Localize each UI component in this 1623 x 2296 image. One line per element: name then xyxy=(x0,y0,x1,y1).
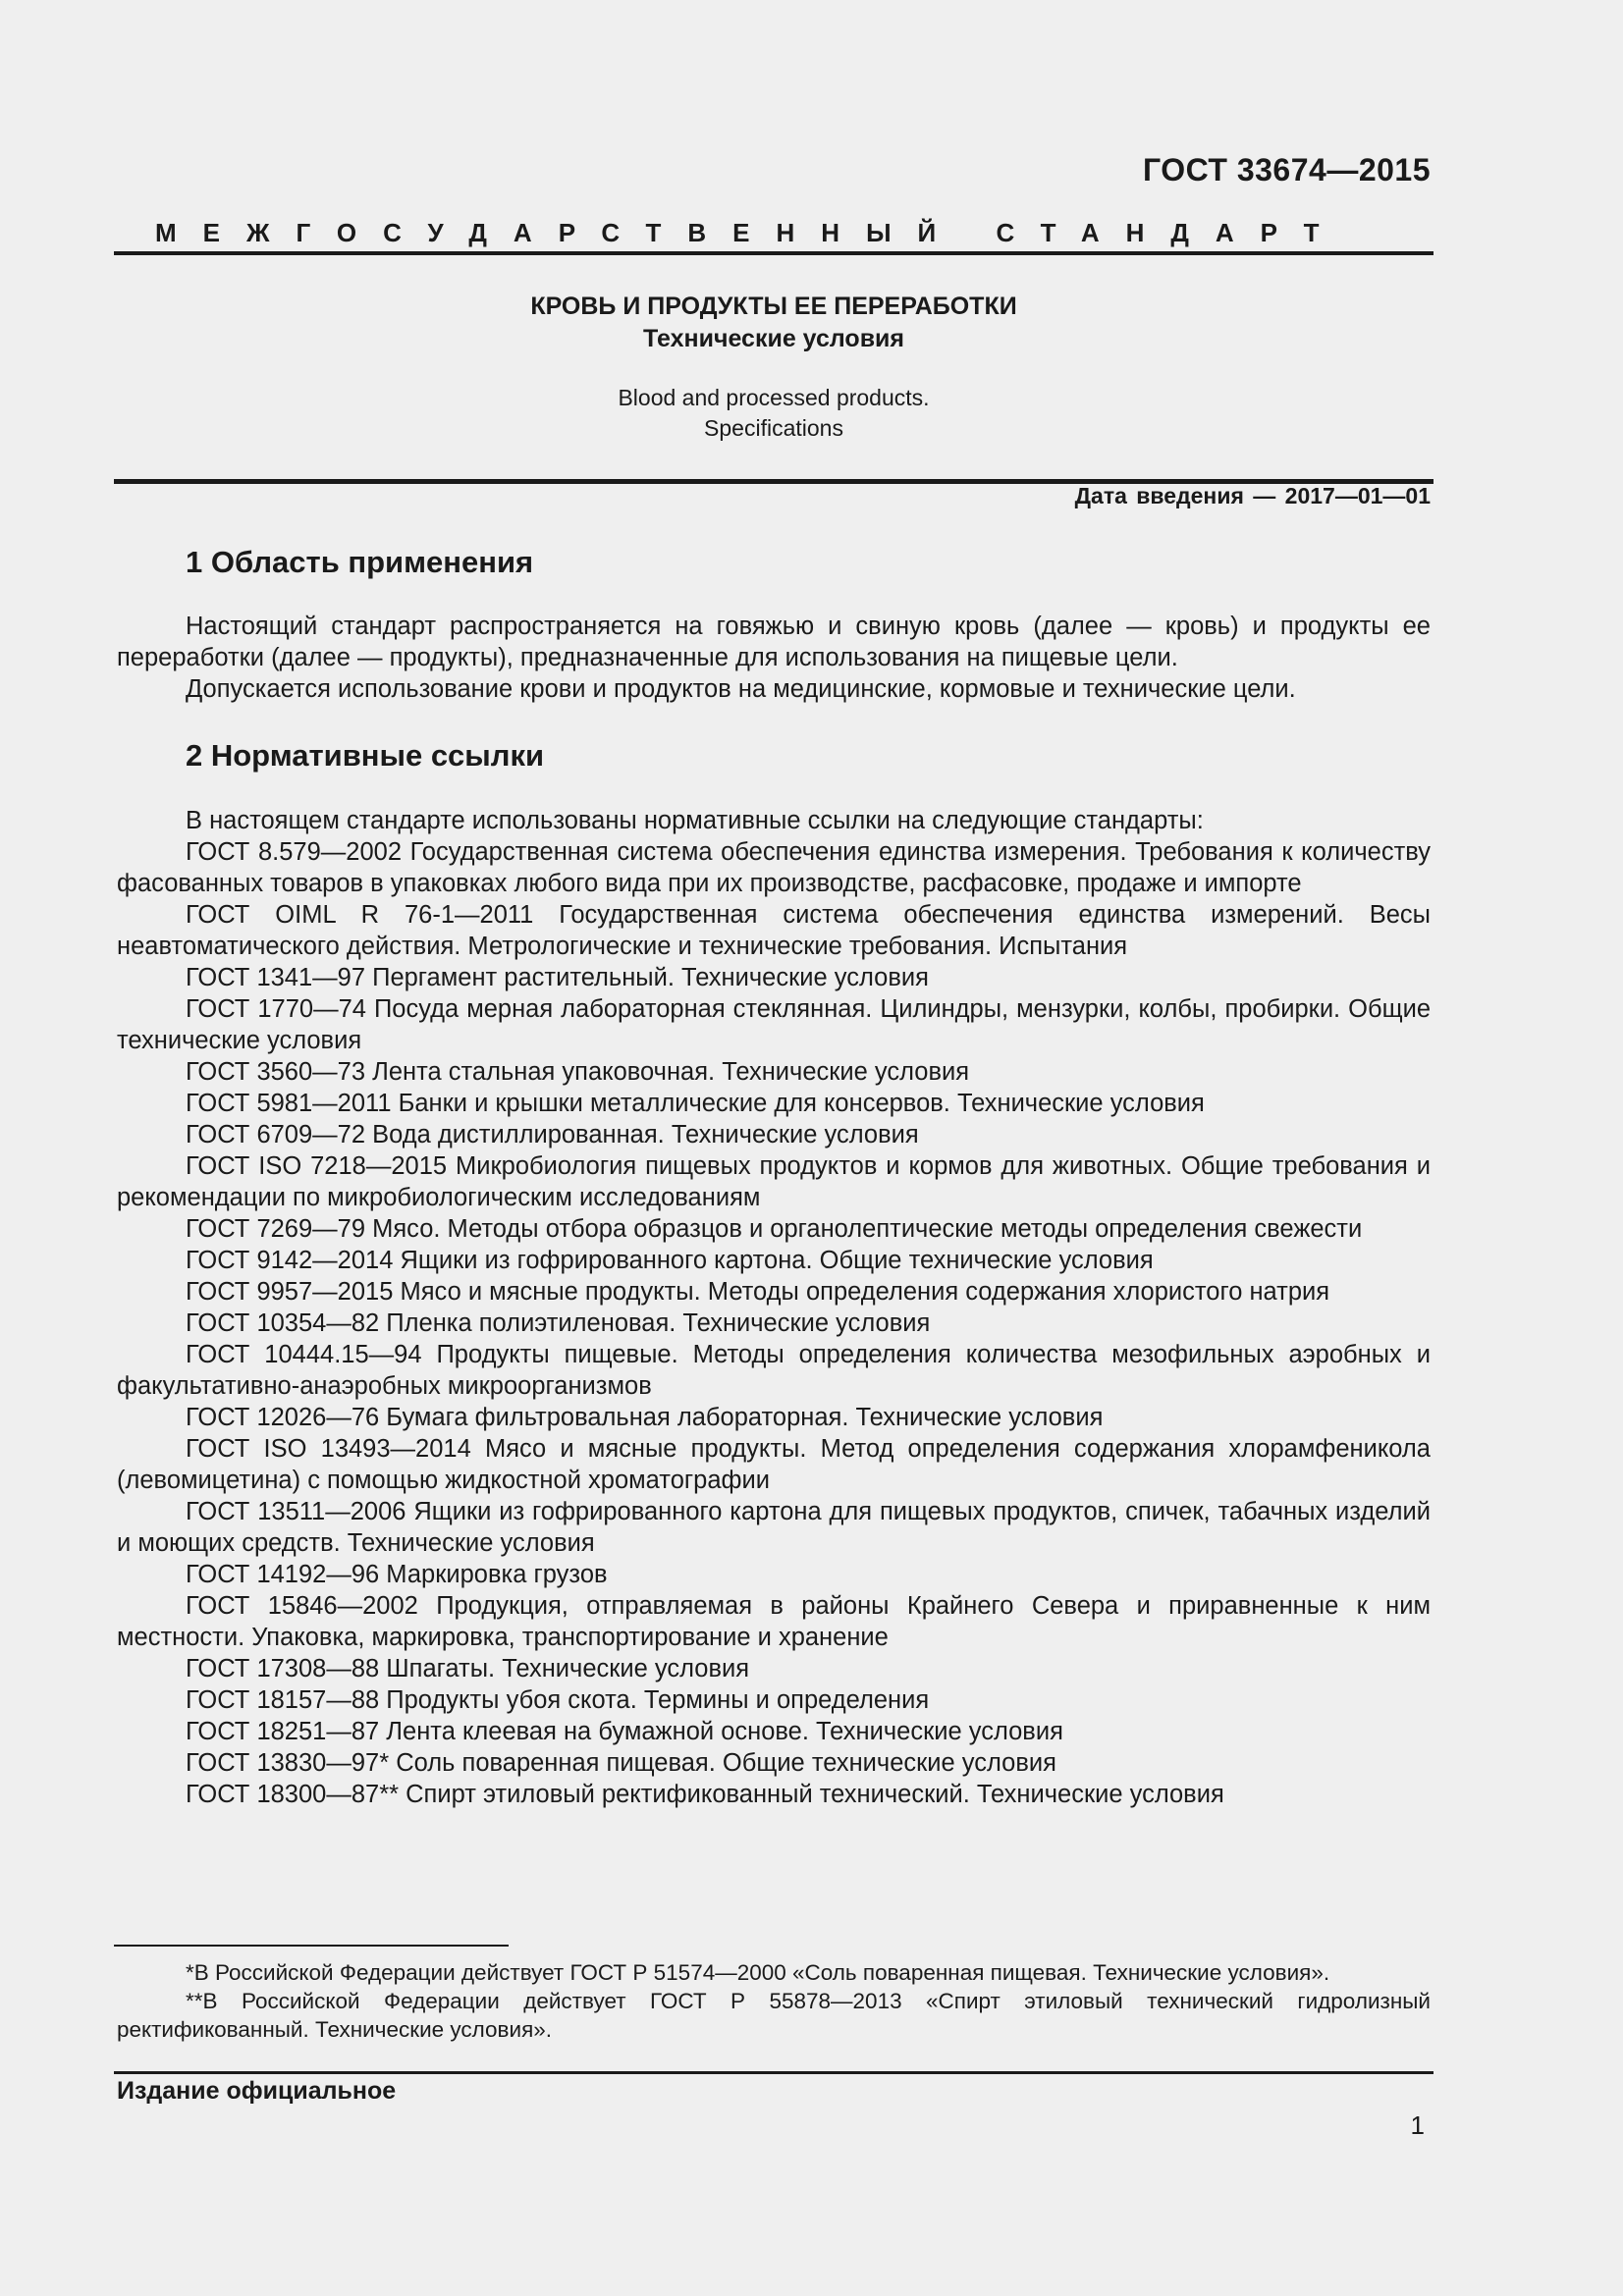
reference-item: ГОСТ 18157—88 Продукты убоя скота. Термины и определения xyxy=(186,1686,930,1714)
reference-item: ГОСТ 6709—72 Вода дистиллированная. Технические условия xyxy=(186,1121,919,1148)
title-en-line2: Specifications xyxy=(704,415,843,441)
reference-item: ГОСТ 10444.15—94 Продукты пищевые. Методы определения количества мезофильных аэробных и факультативно-анаэробных микроорганизмов xyxy=(117,1341,1431,1400)
section-body-scope xyxy=(117,611,1431,705)
reference-item: ГОСТ 14192—96 Маркировка грузов xyxy=(186,1561,608,1588)
reference-item: ГОСТ 12026—76 Бумага фильтровальная лабораторная. Технические условия xyxy=(186,1404,1104,1431)
title-en xyxy=(114,383,1434,444)
footnote: **В Российской Федерации действует ГОСТ Р 55878—2013 «Спирт этиловый технический гидролизный ректификованный. Технические условия». xyxy=(117,1989,1431,2042)
reference-item: ГОСТ 13511—2006 Ящики из гофрированного картона для пищевых продуктов, спичек, табачных изделий и моющих средств. Технические условия xyxy=(117,1498,1431,1557)
reference-item: ГОСТ 10354—82 Пленка полиэтиленовая. Технические условия xyxy=(186,1309,931,1337)
doc-number: ГОСТ 33674—2015 xyxy=(1142,152,1431,187)
top-divider xyxy=(114,251,1434,255)
reference-item: ГОСТ 15846—2002 Продукция, отправляемая в районы Крайнего Севера и приравненные к ним местности. Упаковка, маркировка, транспортирование и хранение xyxy=(117,1592,1431,1651)
reference-item: ГОСТ 8.579—2002 Государственная система обеспечения единства измерения. Требования к количеству фасованных товаров в упаковках любого вида при их производстве, расфасовке, продаже и импорте xyxy=(117,838,1431,897)
title-ru xyxy=(114,291,1434,355)
reference-item: ГОСТ 17308—88 Шпагаты. Технические условия xyxy=(186,1655,750,1682)
reference-item: ГОСТ 5981—2011 Банки и крышки металлические для консервов. Технические условия xyxy=(186,1090,1205,1117)
reference-item: ГОСТ 18300—87** Спирт этиловый ректификованный технический. Технические условия xyxy=(186,1781,1224,1808)
reference-item: ГОСТ ISO 13493—2014 Мясо и мясные продукты. Метод определения содержания хлорамфеникола (левомицетина) с помощью жидкостной хроматографии xyxy=(117,1435,1431,1494)
section-heading-references: 2 Нормативные ссылки xyxy=(186,738,545,773)
title-ru-line1: КРОВЬ И ПРОДУКТЫ ЕЕ ПЕРЕРАБОТКИ xyxy=(530,293,1017,320)
edition-label: Издание официальное xyxy=(117,2077,397,2105)
reference-item: ГОСТ OIML R 76-1—2011 Государственная система обеспечения единства измерений. Весы неавтоматического действия. Метрологические и технические требования. Испытания xyxy=(117,901,1431,960)
reference-item: ГОСТ 13830—97* Соль поваренная пищевая. Общие технические условия xyxy=(186,1749,1056,1777)
reference-item: ГОСТ ISO 7218—2015 Микробиология пищевых продуктов и кормов для животных. Общие требования и рекомендации по микробиологическим исследованиям xyxy=(117,1152,1431,1211)
title-en-line1: Blood and processed products. xyxy=(618,385,930,410)
reference-item: ГОСТ 1341—97 Пергамент растительный. Технические условия xyxy=(186,964,929,991)
reference-item: ГОСТ 18251—87 Лента клеевая на бумажной основе. Технические условия xyxy=(186,1718,1063,1745)
bottom-divider xyxy=(114,2071,1434,2074)
reference-item: ГОСТ 9957—2015 Мясо и мясные продукты. Методы определения содержания хлористого натрия xyxy=(186,1278,1330,1306)
reference-item: ГОСТ 7269—79 Мясо. Методы отбора образцов и органолептические методы определения свежести xyxy=(186,1215,1363,1243)
section-heading-scope: 1 Область применения xyxy=(186,545,534,579)
reference-item: ГОСТ 1770—74 Посуда мерная лабораторная стеклянная. Цилиндры, мензурки, колбы, пробирки. Общие технические условия xyxy=(117,995,1431,1054)
footnotes xyxy=(117,1958,1431,2044)
reference-item: ГОСТ 9142—2014 Ящики из гофрированного картона. Общие технические условия xyxy=(186,1247,1154,1274)
standard-type: МЕЖГОСУДАРСТВЕННЫЙ СТАНДАРТ xyxy=(155,218,1346,247)
footnote-divider xyxy=(114,1945,509,1947)
title-ru-line2: Технические условия xyxy=(642,325,905,352)
paragraph: Допускается использование крови и продуктов на медицинские, кормовые и технические цели. xyxy=(186,675,1296,703)
section-body-references xyxy=(117,805,1431,1810)
paragraph: В настоящем стандарте использованы нормативные ссылки на следующие стандарты: xyxy=(186,807,1204,834)
footnote: *В Российской Федерации действует ГОСТ Р 51574—2000 «Соль поваренная пищевая. Технические условия». xyxy=(186,1960,1330,1985)
intro-date: Дата введения — 2017—01—01 xyxy=(1074,483,1431,508)
page-number: 1 xyxy=(1410,2110,1425,2140)
paragraph: Настоящий стандарт распространяется на говяжью и свиную кровь (далее — кровь) и продукты ее переработки (далее — продукты), предназначенные для использования на пищевые цели. xyxy=(117,613,1431,671)
reference-item: ГОСТ 3560—73 Лента стальная упаковочная. Технические условия xyxy=(186,1058,970,1086)
